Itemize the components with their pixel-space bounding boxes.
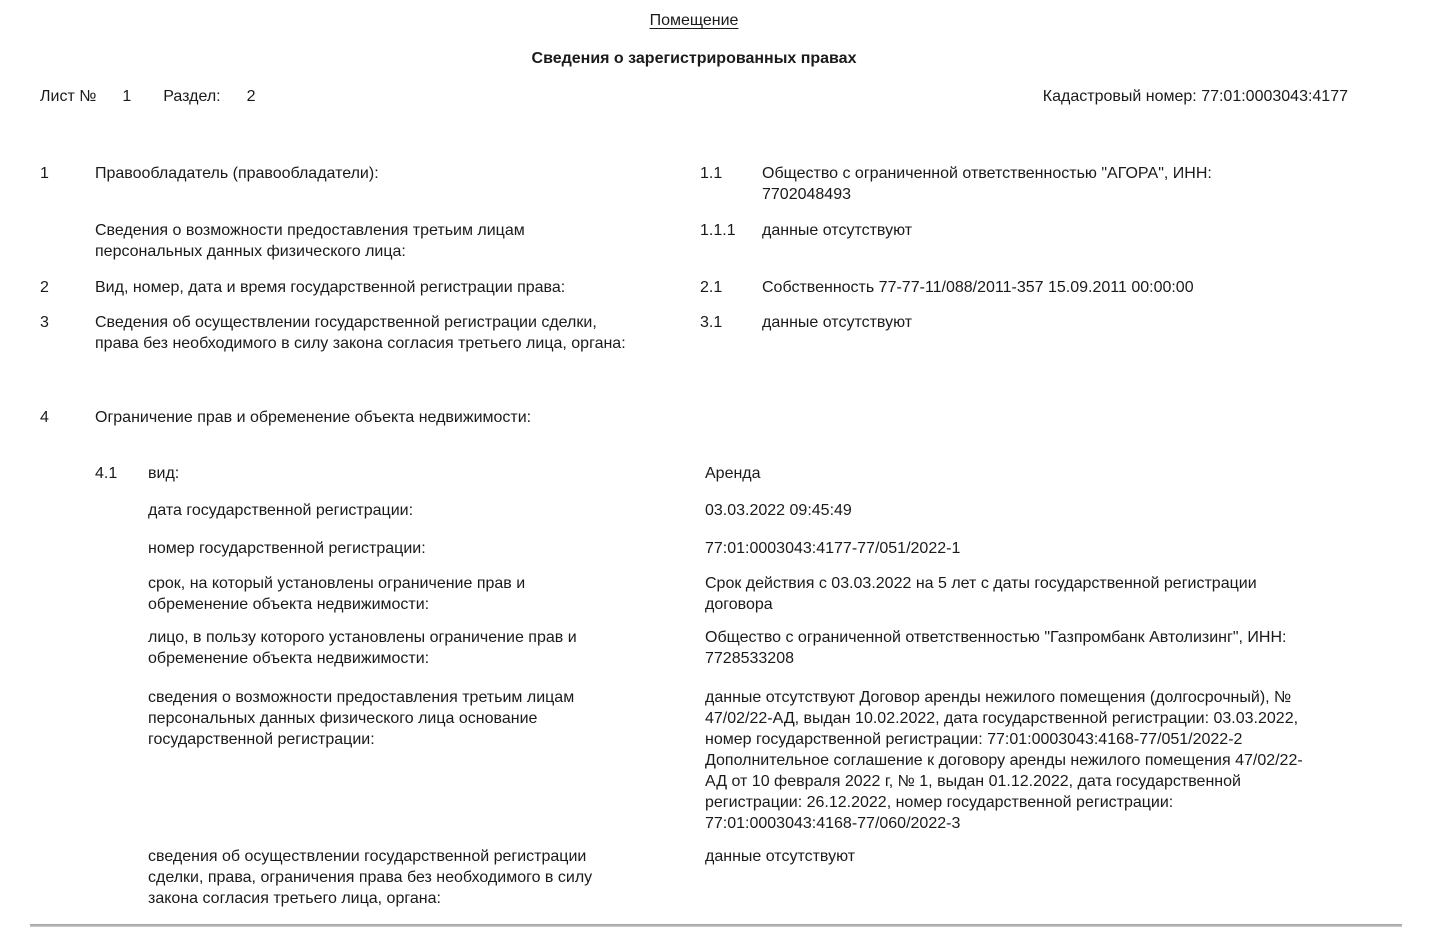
bottom-divider	[30, 924, 1402, 927]
page-title: Помещение	[649, 12, 739, 29]
section-label: Раздел:	[163, 88, 221, 105]
row-label: Сведения о возможности предоставления третьим лицам персональных данных физического лица:	[95, 222, 525, 260]
row-label: сведения о возможности предоставления третьим лицам персональных данных физического лица основание государственной регистрации:	[148, 689, 575, 748]
row-ref-number: 3.1	[700, 314, 723, 331]
row-number: 1	[40, 165, 49, 182]
cadastral-value: 77:01:0003043:4177	[1201, 88, 1348, 105]
row-label: сведения об осуществлении государственной регистрации сделки, права, ограничения права без необходимого в силу закона согласия третьего лица, органа:	[148, 848, 593, 907]
row-value: данные отсутствуют	[762, 222, 913, 239]
row-value: 03.03.2022 09:45:49	[705, 502, 852, 519]
row-label: номер государственной регистрации:	[148, 540, 426, 557]
row-number: 3	[40, 314, 49, 331]
cadastral-label: Кадастровый номер:	[1042, 88, 1197, 105]
row-number: 2	[40, 279, 49, 296]
row-value: Срок действия с 03.03.2022 на 5 лет с даты государственной регистрации договора	[705, 575, 1257, 613]
row-ref-number: 2.1	[700, 279, 723, 296]
row-value: Аренда	[705, 465, 761, 482]
row-value: Собственность 77-77-11/088/2011-357 15.09.2011 00:00:00	[762, 279, 1194, 296]
cadastral-number	[1043, 86, 1348, 107]
sheet-label: Лист №	[40, 88, 97, 105]
row-label: лицо, в пользу которого установлены ограничение прав и обременение объекта недвижимости:	[148, 629, 577, 667]
row-value: данные отсутствуют	[705, 848, 856, 865]
section-number: 2	[246, 88, 256, 105]
row-label: Ограничение прав и обременение объекта недвижимости:	[95, 409, 532, 426]
row-label: дата государственной регистрации:	[148, 502, 414, 519]
row-label: Вид, номер, дата и время государственной регистрации права:	[95, 279, 566, 296]
row-ref-number: 1.1	[700, 165, 723, 182]
row-label: Сведения об осуществлении государственной регистрации сделки, права без необходимого в силу закона согласия третьего лица, органа:	[95, 314, 626, 352]
row-label: вид:	[148, 465, 180, 482]
sheet-number: 1	[122, 88, 132, 105]
row-number: 4	[40, 409, 49, 426]
sheet-info	[40, 86, 256, 107]
row-value: Общество с ограниченной ответственностью "АГОРА", ИНН: 7702048493	[762, 165, 1212, 203]
row-ref-number: 1.1.1	[700, 222, 736, 239]
row-value: Общество с ограниченной ответственностью "Газпромбанк Автолизинг", ИНН: 7728533208	[705, 629, 1287, 667]
row-label: Правообладатель (правообладатели):	[95, 165, 379, 182]
row-value: данные отсутствуют	[762, 314, 913, 331]
row-number: 4.1	[95, 465, 118, 482]
row-value: 77:01:0003043:4177-77/051/2022-1	[705, 540, 961, 557]
row-label: срок, на который установлены ограничение прав и обременение объекта недвижимости:	[148, 575, 526, 613]
row-value: данные отсутствуют Договор аренды нежилого помещения (долгосрочный), № 47/02/22-АД, выдан 10.02.2022, дата государственной регистрации: 03.03.2022, номер государственной регистрации: 77:01:0003043:4168-77/051/2022-2 Дополнительное соглашение к договору аренды нежилого помещения 47/02/22-АД от 10 февраля 2022 г, № 1, выдан 01.12.2022, дата государственной регистрации: 26.12.2022, номер государственной регистрации: 77:01:0003043:4168-77/060/2022-3	[705, 689, 1303, 832]
page-subtitle: Сведения о зарегистрированных правах	[531, 50, 857, 67]
